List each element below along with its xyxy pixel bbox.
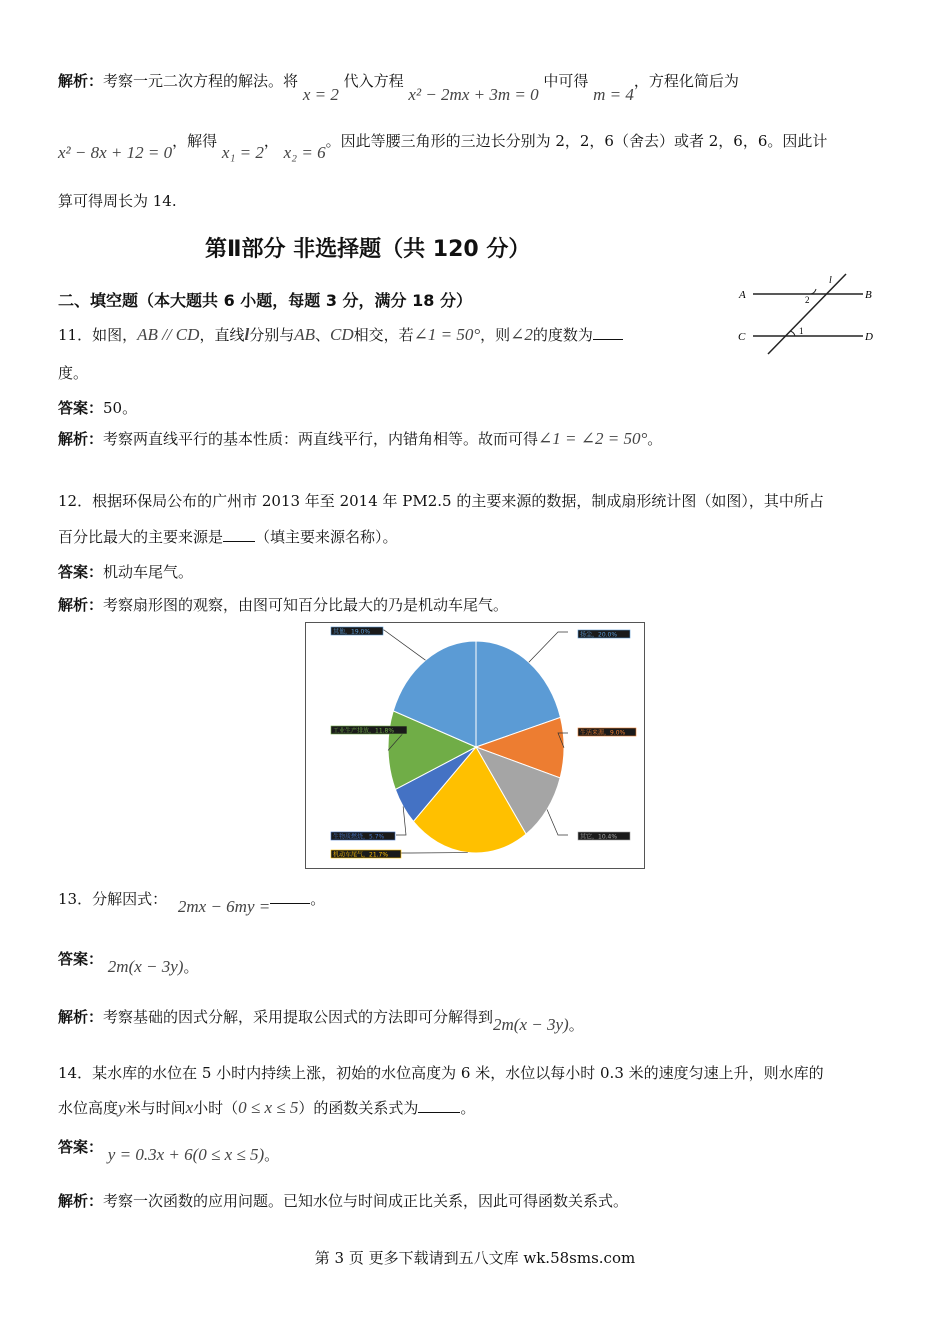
text: 水位高度 [58, 1099, 119, 1117]
q12-analysis [58, 594, 508, 615]
q14-question-line2 [58, 1097, 475, 1118]
q13-question [58, 888, 326, 916]
text: 11．如图， [58, 326, 138, 344]
math-expr: m = 4 [593, 85, 634, 104]
analysis-label: 解析： [58, 1008, 104, 1026]
q13-answer [58, 948, 199, 976]
text: ， [263, 132, 279, 150]
math-expr: y [118, 1098, 126, 1117]
math-expr: 2m(x − 3y) [493, 1015, 569, 1034]
math-expr: CD [330, 325, 354, 344]
pie-label [578, 832, 630, 841]
answer-blank [270, 895, 310, 904]
math-expr: x [185, 1098, 194, 1117]
pie-label [331, 850, 401, 859]
pie-label [578, 728, 636, 737]
answer-blank [593, 325, 623, 340]
pie-label-text: 生活来源，9.0% [580, 729, 626, 737]
q14-question-line1: 14．某水库的水位在 5 小时内持续上涨，初始的水位高度为 6 米，水位以每小时 0.3 米的速度匀速上升，则水库的 [58, 1064, 824, 1082]
line-l [768, 274, 846, 354]
pie-label-text: 生物质燃烧，5.7% [333, 833, 385, 841]
text: 小时（ [193, 1099, 239, 1117]
text: ，直线 [199, 326, 245, 344]
text: 的度数为 [532, 326, 593, 344]
pie-leader-line [529, 632, 568, 662]
label-a: A [739, 289, 746, 301]
angle-1-label: 1 [799, 326, 804, 336]
pie-label [578, 630, 630, 639]
math-expr: x₁ = 2 [221, 143, 264, 162]
text: 中可得 [543, 72, 589, 90]
label-l: l [829, 275, 832, 286]
math-expr: 2m(x − 3y) [107, 957, 184, 976]
answer-label: 答案： [58, 950, 104, 968]
analysis-label: 解析： [58, 72, 104, 90]
label-b: B [865, 289, 872, 301]
pie-label [331, 726, 407, 735]
answer-text: 机动车尾气。 [103, 563, 194, 581]
pie-label [331, 832, 395, 841]
pie-chart-frame [305, 622, 645, 869]
text: 考察一元二次方程的解法。将 [103, 72, 299, 90]
answer-blank [223, 527, 255, 542]
q11-analysis [58, 428, 662, 449]
math-expr: ∠1 = 50° [413, 325, 481, 344]
text: 代入方程 [343, 72, 404, 90]
q14-answer [58, 1136, 280, 1164]
part-title: 第Ⅱ部分 非选择题（共 120 分） [205, 237, 531, 262]
math-expr: 0 ≤ x ≤ 5 [238, 1098, 299, 1117]
text: 。 [647, 430, 663, 448]
math-expr: AB [294, 325, 315, 344]
text: 。因此等腰三角形的三边长分别为 2，2，6（舍去）或者 2，6，6。因此计 [325, 132, 828, 150]
pie-leader-line [547, 810, 568, 835]
text: 米与时间 [125, 1099, 186, 1117]
text: 。 [460, 1099, 476, 1117]
analysis-text: 考察两直线平行的基本性质：两直线平行，内错角相等。故而可得 [103, 430, 539, 448]
math-expr: x₂ = 6 [283, 143, 326, 162]
label-c: C [738, 331, 746, 343]
text: ，则 [480, 326, 511, 344]
q10-analysis-line2 [58, 130, 828, 162]
text: ，解得 [172, 132, 218, 150]
text: 。 [264, 1146, 280, 1164]
pie-chart [306, 623, 644, 868]
pie-label-text: 机动车尾气，21.7% [333, 851, 389, 859]
analysis-label: 解析： [58, 430, 104, 448]
answer-label: 答案： [58, 563, 104, 581]
q14-analysis [58, 1190, 628, 1211]
q11-question-cont: 度。 [58, 364, 89, 382]
math-expr: ∠2 [510, 325, 533, 344]
angle-2-label: 2 [805, 295, 810, 305]
math-expr: x² − 2mx + 3m = 0 [408, 85, 539, 104]
answer-text: 50。 [103, 399, 138, 417]
math-expr: 2mx − 6my = [177, 897, 271, 916]
q10-analysis-line1 [58, 70, 739, 104]
text: 13．分解因式： [58, 890, 168, 908]
analysis-label: 解析： [58, 1192, 104, 1210]
math-expr: x = 2 [302, 85, 339, 104]
answer-label: 答案： [58, 399, 104, 417]
math-expr: l [244, 325, 250, 344]
text: 。 [310, 890, 326, 908]
text: 百分比最大的主要来源是 [58, 528, 224, 546]
analysis-text: 考察基础的因式分解，采用提取公因式的方法即可分解得到 [103, 1008, 494, 1026]
text: 。 [183, 958, 199, 976]
q13-analysis [58, 1006, 584, 1034]
parallel-lines-figure [733, 270, 893, 358]
text: ）的函数关系式为 [298, 1099, 419, 1117]
pie-leader-line [396, 806, 406, 835]
q12-question-line2 [58, 526, 398, 547]
text: 。 [568, 1016, 584, 1034]
math-expr: AB // CD [137, 325, 200, 344]
analysis-label: 解析： [58, 596, 104, 614]
text: 分别与 [249, 326, 295, 344]
math-expr: ∠1 = ∠2 = 50° [538, 429, 648, 448]
pie-label-text: 其他，19.0% [333, 628, 371, 636]
pie-label [331, 627, 383, 636]
text: （填主要来源名称）。 [255, 528, 398, 546]
math-expr: y = 0.3x + 6(0 ≤ x ≤ 5) [107, 1145, 265, 1164]
page-footer: 第 3 页 更多下载请到五八文库 wk.58sms.com [314, 1249, 636, 1267]
answer-blank [418, 1098, 460, 1113]
q12-question-line1: 12．根据环保局公布的广州市 2013 年至 2014 年 PM2.5 的主要来源的数据，制成扇形统计图（如图），其中所占 [58, 492, 824, 510]
q11-answer [58, 397, 137, 418]
text: 、 [314, 326, 330, 344]
q10-analysis-line3: 算可得周长为 14. [58, 192, 177, 210]
math-expr: x² − 8x + 12 = 0 [58, 143, 173, 162]
q11-question [58, 324, 623, 345]
answer-label: 答案： [58, 1138, 104, 1156]
text: ，方程化简后为 [633, 72, 739, 90]
q12-answer [58, 561, 193, 582]
label-d: D [865, 331, 873, 343]
text: 相交，若 [353, 326, 414, 344]
pie-label-text: 工业生产排放，11.8% [333, 727, 395, 735]
analysis-text: 考察扇形图的观察，由图可知百分比最大的乃是机动车尾气。 [103, 596, 509, 614]
pie-label-text: 其它，10.4% [580, 833, 618, 841]
section-title: 二、填空题（本大题共 6 小题，每题 3 分，满分 18 分） [58, 291, 472, 310]
pie-label-text: 扬尘，20.0% [580, 631, 618, 639]
analysis-text: 考察一次函数的应用问题。已知水位与时间成正比关系，因此可得函数关系式。 [103, 1192, 629, 1210]
